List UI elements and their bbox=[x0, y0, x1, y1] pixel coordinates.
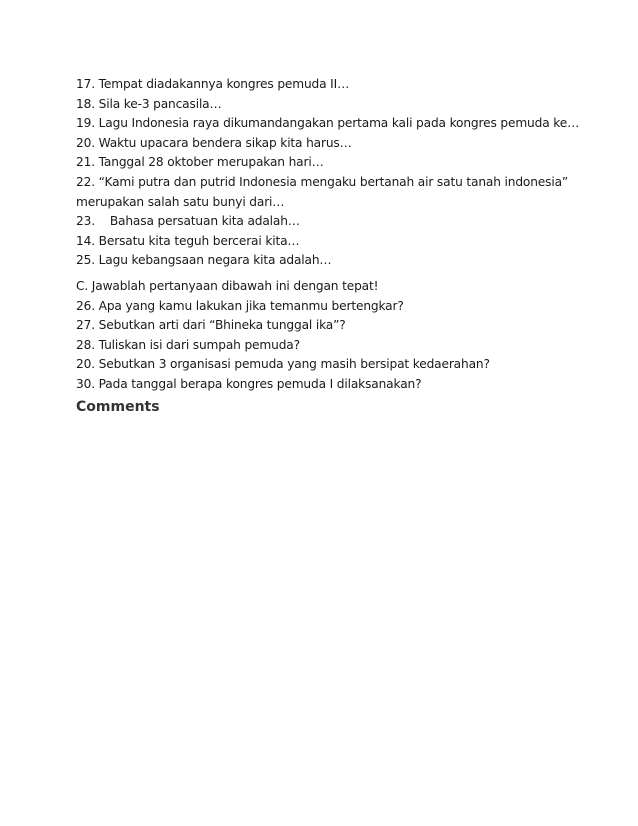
question-25: 25. Lagu kebangsaan negara kita adalah… bbox=[76, 253, 332, 268]
question-21: 21. Tanggal 28 oktober merupakan hari… bbox=[76, 155, 324, 170]
document-content bbox=[76, 75, 580, 417]
question-22-continuation: merupakan salah satu bunyi dari… bbox=[76, 194, 285, 209]
question-30: 30. Pada tanggal berapa kongres pemuda I dilaksanakan? bbox=[76, 376, 422, 391]
question-20-flag: 20. Waktu upacara bendera sikap kita harus… bbox=[76, 135, 352, 150]
question-29: 20. Sebutkan 3 organisasi pemuda yang masih bersipat kedaerahan? bbox=[76, 357, 490, 372]
question-23: 23. Bahasa persatuan kita adalah… bbox=[76, 214, 300, 229]
question-22: 22. “Kami putra dan putrid Indonesia mengaku bertanah air satu tanah indonesia” bbox=[76, 174, 569, 189]
comments-heading: Comments bbox=[76, 398, 160, 415]
question-28: 28. Tuliskan isi dari sumpah pemuda? bbox=[76, 337, 300, 352]
section-c-instruction: C. Jawablah pertanyaan dibawah ini dengan tepat! bbox=[76, 278, 379, 293]
question-27: 27. Sebutkan arti dari “Bhineka tunggal ika”? bbox=[76, 318, 346, 333]
question-17: 17. Tempat diadakannya kongres pemuda II… bbox=[76, 77, 350, 91]
question-26: 26. Apa yang kamu lakukan jika temanmu bertengkar? bbox=[76, 298, 404, 313]
question-18: 18. Sila ke-3 pancasila… bbox=[76, 96, 222, 111]
question-19: 19. Lagu Indonesia raya dikumandangakan pertama kali pada kongres pemuda ke… bbox=[76, 116, 580, 131]
question-24: 14. Bersatu kita teguh bercerai kita… bbox=[76, 233, 300, 248]
